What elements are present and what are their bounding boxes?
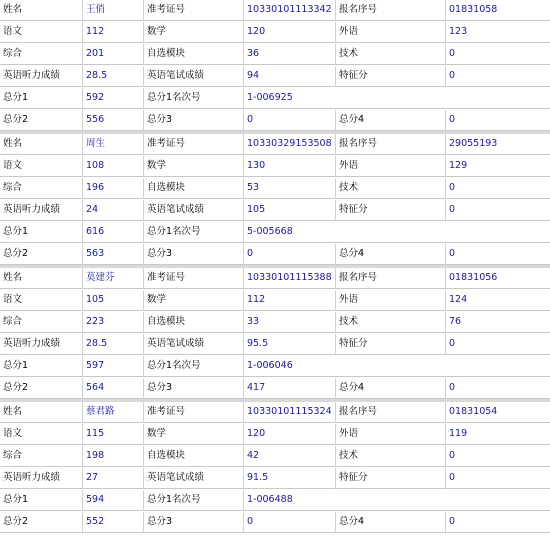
field-label-total2: 总分2	[3, 248, 29, 259]
field-label-total2: 总分2	[3, 516, 29, 527]
cell-divider	[82, 134, 83, 155]
field-value-total1: 592	[86, 92, 105, 103]
cell-divider	[82, 200, 83, 221]
field-value-special: 0	[449, 204, 456, 215]
cell-divider	[445, 468, 446, 489]
field-label-listening: 英语听力成绩	[3, 204, 61, 215]
field-label-special: 特征分	[339, 338, 368, 349]
cell-divider	[82, 178, 83, 199]
field-value-listening: 28.5	[86, 338, 108, 349]
field-value-total3: 0	[247, 516, 254, 527]
cell-divider	[335, 110, 336, 131]
field-label-exam-no: 准考证号	[147, 406, 186, 417]
field-value-special: 0	[449, 472, 456, 483]
field-label-rank1: 总分1名次号	[147, 494, 201, 505]
field-value-math: 120	[247, 428, 266, 439]
cell-divider	[82, 0, 83, 21]
cell-divider	[243, 244, 244, 265]
field-value-foreign: 124	[449, 294, 468, 305]
cell-divider	[143, 268, 144, 289]
field-label-tech: 技术	[339, 48, 359, 59]
cell-divider	[335, 334, 336, 355]
field-value-exam-no: 10330101115324	[247, 406, 332, 417]
field-value-comprehensive: 198	[86, 450, 105, 461]
field-value-rank1: 1-006046	[247, 360, 293, 371]
field-value-comprehensive: 223	[86, 316, 105, 327]
record-row	[0, 134, 550, 155]
field-label-elective: 自选模块	[147, 48, 186, 59]
cell-divider	[143, 490, 144, 511]
cell-divider	[445, 156, 446, 177]
cell-divider	[335, 446, 336, 467]
record-row	[0, 446, 550, 467]
cell-divider	[143, 512, 144, 533]
cell-divider	[143, 424, 144, 445]
cell-divider	[445, 178, 446, 199]
field-value-total2: 563	[86, 248, 105, 259]
record-row	[0, 512, 550, 533]
field-value-chinese: 115	[86, 428, 105, 439]
field-value-total1: 594	[86, 494, 105, 505]
field-value-comprehensive: 201	[86, 48, 105, 59]
cell-divider	[243, 222, 244, 243]
cell-divider	[143, 356, 144, 377]
record-row	[0, 88, 550, 109]
field-label-total1: 总分1	[3, 92, 29, 103]
field-label-tech: 技术	[339, 450, 359, 461]
cell-divider	[143, 244, 144, 265]
cell-divider	[243, 66, 244, 87]
field-label-total4: 总分4	[339, 248, 365, 259]
field-value-name: 莫建芬	[86, 272, 115, 283]
cell-divider	[335, 244, 336, 265]
cell-divider	[143, 446, 144, 467]
record-row	[0, 424, 550, 445]
field-value-written: 105	[247, 204, 266, 215]
cell-divider	[82, 110, 83, 131]
field-value-total3: 0	[247, 114, 254, 125]
field-value-total4: 0	[449, 516, 456, 527]
record-row	[0, 378, 550, 399]
field-value-total4: 0	[449, 382, 456, 393]
field-value-tech: 0	[449, 48, 456, 59]
field-value-elective: 53	[247, 182, 260, 193]
cell-divider	[82, 512, 83, 533]
cell-divider	[143, 44, 144, 65]
cell-divider	[243, 402, 244, 423]
record-row	[0, 200, 550, 221]
field-value-reg-no: 01831056	[449, 272, 498, 283]
cell-divider	[82, 44, 83, 65]
field-label-comprehensive: 综合	[3, 450, 23, 461]
field-label-reg-no: 报名序号	[339, 4, 378, 15]
field-label-rank1: 总分1名次号	[147, 92, 201, 103]
field-value-elective: 42	[247, 450, 260, 461]
field-label-total1: 总分1	[3, 360, 29, 371]
cell-divider	[82, 446, 83, 467]
cell-divider	[143, 290, 144, 311]
cell-divider	[243, 88, 244, 109]
field-value-tech: 0	[449, 182, 456, 193]
field-value-name: 王俏	[86, 4, 106, 15]
cell-divider	[143, 22, 144, 43]
field-label-listening: 英语听力成绩	[3, 338, 61, 349]
cell-divider	[143, 378, 144, 399]
cell-divider	[335, 468, 336, 489]
record-row	[0, 0, 550, 21]
cell-divider	[82, 88, 83, 109]
cell-divider	[243, 446, 244, 467]
field-label-total3: 总分3	[147, 516, 173, 527]
field-label-special: 特征分	[339, 204, 368, 215]
cell-divider	[143, 134, 144, 155]
cell-divider	[445, 134, 446, 155]
field-value-foreign: 123	[449, 26, 468, 37]
field-value-chinese: 108	[86, 160, 105, 171]
field-value-rank1: 1-006488	[247, 494, 293, 505]
cell-divider	[143, 402, 144, 423]
field-label-name: 姓名	[3, 138, 23, 149]
field-value-elective: 36	[247, 48, 260, 59]
field-label-rank1: 总分1名次号	[147, 226, 201, 237]
field-value-tech: 76	[449, 316, 462, 327]
cell-divider	[243, 356, 244, 377]
cell-divider	[243, 312, 244, 333]
record-row	[0, 222, 550, 243]
field-label-listening: 英语听力成绩	[3, 472, 61, 483]
field-label-total4: 总分4	[339, 114, 365, 125]
cell-divider	[243, 468, 244, 489]
field-label-comprehensive: 综合	[3, 182, 23, 193]
field-label-tech: 技术	[339, 182, 359, 193]
field-label-reg-no: 报名序号	[339, 272, 378, 283]
cell-divider	[82, 356, 83, 377]
record-row	[0, 312, 550, 333]
cell-divider	[335, 178, 336, 199]
record-row	[0, 334, 550, 355]
field-value-chinese: 105	[86, 294, 105, 305]
field-value-total4: 0	[449, 114, 456, 125]
record-row	[0, 110, 550, 131]
cell-divider	[445, 446, 446, 467]
cell-divider	[143, 110, 144, 131]
field-value-math: 120	[247, 26, 266, 37]
cell-divider	[445, 200, 446, 221]
field-value-math: 130	[247, 160, 266, 171]
field-value-written: 94	[247, 70, 260, 81]
field-label-elective: 自选模块	[147, 316, 186, 327]
field-value-elective: 33	[247, 316, 260, 327]
field-label-special: 特征分	[339, 472, 368, 483]
cell-divider	[335, 512, 336, 533]
cell-divider	[445, 44, 446, 65]
cell-divider	[243, 178, 244, 199]
record-row	[0, 244, 550, 265]
record-row	[0, 356, 550, 377]
cell-divider	[445, 334, 446, 355]
field-value-special: 0	[449, 70, 456, 81]
field-label-listening: 英语听力成绩	[3, 70, 61, 81]
cell-divider	[335, 290, 336, 311]
cell-divider	[445, 66, 446, 87]
field-value-foreign: 129	[449, 160, 468, 171]
field-value-special: 0	[449, 338, 456, 349]
cell-divider	[143, 222, 144, 243]
cell-divider	[243, 490, 244, 511]
cell-divider	[143, 88, 144, 109]
field-label-written: 英语笔试成绩	[147, 204, 205, 215]
field-value-written: 91.5	[247, 472, 269, 483]
field-label-math: 数学	[147, 294, 167, 305]
field-label-chinese: 语文	[3, 294, 23, 305]
cell-divider	[243, 110, 244, 131]
field-label-written: 英语笔试成绩	[147, 338, 205, 349]
field-value-tech: 0	[449, 450, 456, 461]
cell-divider	[243, 0, 244, 21]
field-label-rank1: 总分1名次号	[147, 360, 201, 371]
cell-divider	[243, 268, 244, 289]
cell-divider	[143, 200, 144, 221]
field-label-foreign: 外语	[339, 428, 359, 439]
field-value-total2: 552	[86, 516, 105, 527]
record-row	[0, 66, 550, 87]
field-value-foreign: 119	[449, 428, 468, 439]
field-label-tech: 技术	[339, 316, 359, 327]
field-value-exam-no: 10330101115388	[247, 272, 332, 283]
cell-divider	[82, 290, 83, 311]
field-value-comprehensive: 196	[86, 182, 105, 193]
field-value-listening: 27	[86, 472, 99, 483]
field-label-total3: 总分3	[147, 248, 173, 259]
field-value-chinese: 112	[86, 26, 105, 37]
cell-divider	[243, 424, 244, 445]
cell-divider	[143, 334, 144, 355]
record-row	[0, 22, 550, 43]
record-row	[0, 268, 550, 289]
cell-divider	[445, 378, 446, 399]
field-label-reg-no: 报名序号	[339, 138, 378, 149]
cell-divider	[335, 402, 336, 423]
field-label-exam-no: 准考证号	[147, 138, 186, 149]
field-value-total3: 0	[247, 248, 254, 259]
record-row	[0, 44, 550, 65]
cell-divider	[335, 424, 336, 445]
field-label-comprehensive: 综合	[3, 316, 23, 327]
cell-divider	[143, 312, 144, 333]
cell-divider	[335, 378, 336, 399]
cell-divider	[243, 134, 244, 155]
cell-divider	[445, 424, 446, 445]
field-label-foreign: 外语	[339, 160, 359, 171]
record-row	[0, 178, 550, 199]
field-value-total1: 597	[86, 360, 105, 371]
field-label-elective: 自选模块	[147, 450, 186, 461]
cell-divider	[335, 134, 336, 155]
field-label-foreign: 外语	[339, 26, 359, 37]
field-label-total3: 总分3	[147, 114, 173, 125]
field-value-reg-no: 01831054	[449, 406, 498, 417]
field-label-total4: 总分4	[339, 382, 365, 393]
cell-divider	[445, 22, 446, 43]
field-value-exam-no: 10330329153508	[247, 138, 332, 149]
cell-divider	[335, 0, 336, 21]
field-value-total2: 564	[86, 382, 105, 393]
cell-divider	[335, 22, 336, 43]
cell-divider	[335, 156, 336, 177]
field-label-chinese: 语文	[3, 428, 23, 439]
cell-divider	[445, 0, 446, 21]
field-label-total4: 总分4	[339, 516, 365, 527]
field-value-written: 95.5	[247, 338, 269, 349]
field-label-written: 英语笔试成绩	[147, 472, 205, 483]
field-value-total4: 0	[449, 248, 456, 259]
record-row	[0, 156, 550, 177]
field-value-total1: 616	[86, 226, 105, 237]
field-value-math: 112	[247, 294, 266, 305]
field-label-total1: 总分1	[3, 494, 29, 505]
cell-divider	[335, 268, 336, 289]
field-label-name: 姓名	[3, 272, 23, 283]
cell-divider	[445, 512, 446, 533]
field-label-special: 特征分	[339, 70, 368, 81]
field-value-rank1: 1-006925	[247, 92, 293, 103]
field-label-exam-no: 准考证号	[147, 4, 186, 15]
cell-divider	[82, 334, 83, 355]
field-label-total2: 总分2	[3, 114, 29, 125]
field-label-comprehensive: 综合	[3, 48, 23, 59]
cell-divider	[243, 200, 244, 221]
field-value-listening: 24	[86, 204, 99, 215]
field-label-name: 姓名	[3, 406, 23, 417]
field-value-listening: 28.5	[86, 70, 108, 81]
cell-divider	[335, 66, 336, 87]
field-value-total2: 556	[86, 114, 105, 125]
field-label-total1: 总分1	[3, 226, 29, 237]
field-label-written: 英语笔试成绩	[147, 70, 205, 81]
cell-divider	[243, 512, 244, 533]
cell-divider	[143, 66, 144, 87]
field-label-chinese: 语文	[3, 160, 23, 171]
cell-divider	[82, 244, 83, 265]
cell-divider	[82, 378, 83, 399]
cell-divider	[335, 44, 336, 65]
cell-divider	[143, 0, 144, 21]
field-value-name: 周生	[86, 138, 106, 149]
cell-divider	[82, 402, 83, 423]
cell-divider	[445, 402, 446, 423]
field-label-reg-no: 报名序号	[339, 406, 378, 417]
field-label-math: 数学	[147, 428, 167, 439]
field-value-rank1: 5-005668	[247, 226, 293, 237]
record-row	[0, 290, 550, 311]
cell-divider	[243, 156, 244, 177]
record-row	[0, 468, 550, 489]
record-row	[0, 402, 550, 423]
field-label-foreign: 外语	[339, 294, 359, 305]
field-label-math: 数学	[147, 26, 167, 37]
cell-divider	[82, 468, 83, 489]
cell-divider	[243, 378, 244, 399]
cell-divider	[82, 22, 83, 43]
cell-divider	[243, 44, 244, 65]
cell-divider	[82, 312, 83, 333]
cell-divider	[82, 156, 83, 177]
cell-divider	[143, 468, 144, 489]
field-value-reg-no: 01831058	[449, 4, 498, 15]
field-value-total3: 417	[247, 382, 266, 393]
field-label-math: 数学	[147, 160, 167, 171]
cell-divider	[243, 334, 244, 355]
record-row	[0, 490, 550, 511]
cell-divider	[143, 178, 144, 199]
cell-divider	[335, 200, 336, 221]
cell-divider	[82, 66, 83, 87]
field-value-name: 蔡君路	[86, 406, 115, 417]
field-label-total3: 总分3	[147, 382, 173, 393]
field-label-elective: 自选模块	[147, 182, 186, 193]
cell-divider	[143, 156, 144, 177]
cell-divider	[82, 222, 83, 243]
cell-divider	[243, 290, 244, 311]
field-value-exam-no: 10330101113342	[247, 4, 332, 15]
field-label-total2: 总分2	[3, 382, 29, 393]
field-value-reg-no: 29055193	[449, 138, 498, 149]
cell-divider	[445, 244, 446, 265]
cell-divider	[335, 312, 336, 333]
field-label-exam-no: 准考证号	[147, 272, 186, 283]
cell-divider	[82, 424, 83, 445]
cell-divider	[82, 268, 83, 289]
cell-divider	[243, 22, 244, 43]
cell-divider	[445, 110, 446, 131]
cell-divider	[445, 290, 446, 311]
cell-divider	[445, 312, 446, 333]
cell-divider	[445, 268, 446, 289]
cell-divider	[82, 490, 83, 511]
field-label-chinese: 语文	[3, 26, 23, 37]
field-label-name: 姓名	[3, 4, 23, 15]
